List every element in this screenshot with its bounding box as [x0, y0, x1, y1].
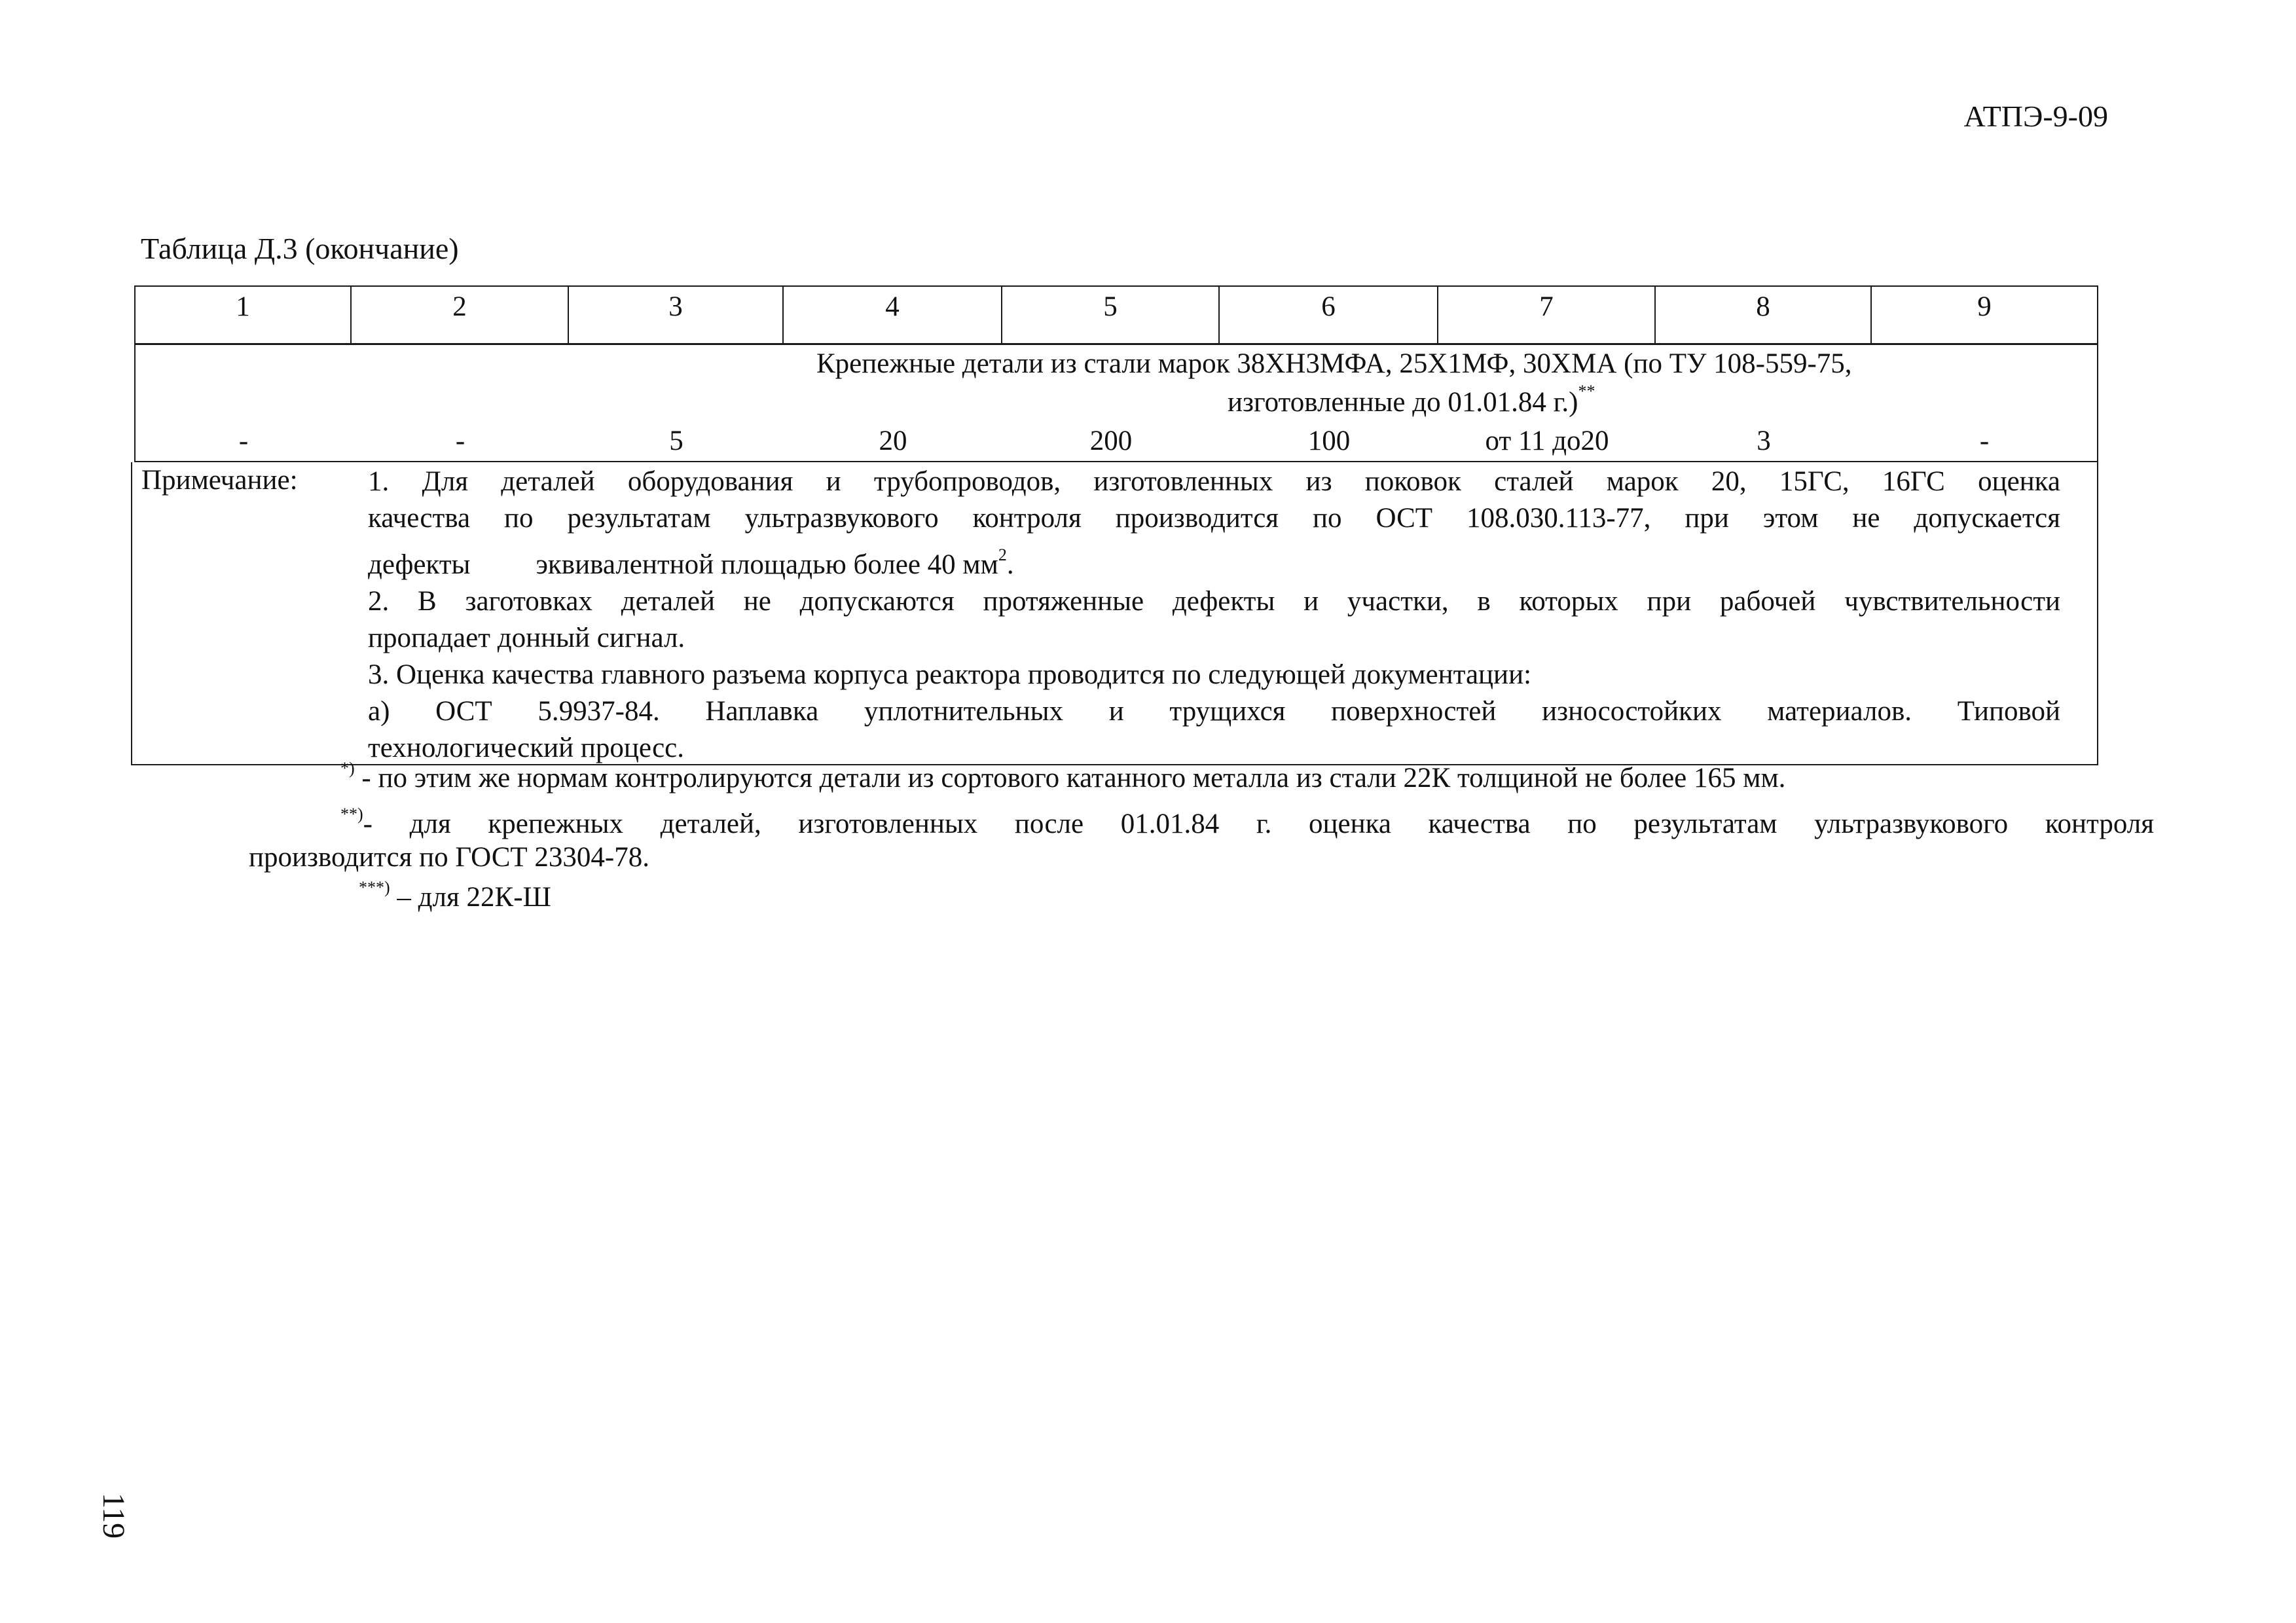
note-block — [131, 462, 2098, 765]
table-cell-col-7: от 11 до20 — [1485, 426, 1609, 456]
table-header-row — [136, 287, 2097, 345]
table-caption: Таблица Д.3 (окончание) — [141, 232, 459, 265]
footnote-2-line-2: производится по ГОСТ 23304-78. — [249, 842, 649, 873]
table-cell-col-8: 3 — [1757, 426, 1771, 456]
table-cell-col-1: - — [238, 426, 249, 456]
note-item-2-line-1: 2. В заготовках деталей не допускаются протяженные дефекты и участки, в которых при рабочей чувствительности — [368, 586, 2060, 617]
note-item-3: 3. Оценка качества главного разъема корпуса реактора проводится по следующей документации: — [368, 659, 1532, 690]
column-number-8: 8 — [1656, 287, 1872, 343]
table-cell-col-6: 100 — [1307, 426, 1351, 456]
table-cell-col-5: 200 — [1089, 426, 1133, 456]
note-label: Примечание: — [141, 465, 298, 496]
data-table — [134, 285, 2098, 462]
note-item-1-line-1: 1. Для деталей оборудования и трубопроводов, изготовленных из поковок сталей марок 20, 15ГС, 16ГС оценка — [368, 466, 2060, 497]
column-number-5: 5 — [1002, 287, 1220, 343]
note-item-1-line-2: качества по результатам ультразвукового контроля производится по ОСТ 108.030.113-77, при этом не допускается — [368, 503, 2060, 534]
column-number-9: 9 — [1977, 291, 1992, 322]
document-code: АТПЭ-9-09 — [1963, 100, 2108, 133]
section-title-line-1: Крепежные детали из стали марок 38ХН3МФА, 25Х1МФ, 30ХМА (по ТУ 108-559-75, — [816, 348, 1852, 379]
footnote-3: ***) – для 22К-Ш — [359, 878, 551, 913]
footnote-1: *) - по этим же нормам контролируются детали из сортового катанного металла из стали 22К толщиной не более 165 мм. — [340, 759, 1786, 793]
column-number-4: 4 — [784, 287, 1002, 343]
footnote-2-line-1: **)- для крепежных деталей, изготовленных после 01.01.84 г. оценка качества по результатам ультразвукового контроля — [340, 805, 2154, 839]
note-item-4-line-2: технологический процесс. — [368, 733, 684, 763]
note-item-1-line-3: дефекты эквивалентной площадью более 40 $мм^2$. — [368, 545, 1014, 580]
note-body — [368, 464, 2060, 767]
page-number: 119 — [96, 1493, 131, 1539]
column-number-3: 3 — [569, 287, 784, 343]
section-title-line-2: изготовленные до 01.01.84 г.)** — [1228, 382, 1595, 418]
column-number-6: 6 — [1220, 287, 1438, 343]
table-cell-col-9: - — [1979, 426, 1990, 456]
footnote-mark: ** — [1578, 382, 1595, 401]
table-cell-col-3: 5 — [669, 426, 683, 456]
note-item-2-line-2: пропадает донный сигнал. — [368, 623, 685, 653]
table-cell-col-4: 20 — [879, 426, 907, 456]
note-item-4-line-1: а) ОСТ 5.9937-84. Наплавка уплотнительных и трущихся поверхностей износостойких материалов. Типовой — [368, 696, 2060, 727]
column-number-2: 2 — [352, 287, 569, 343]
table-cell-col-2: - — [455, 426, 465, 456]
column-number-7: 7 — [1438, 287, 1656, 343]
column-number-1: 1 — [136, 287, 352, 343]
